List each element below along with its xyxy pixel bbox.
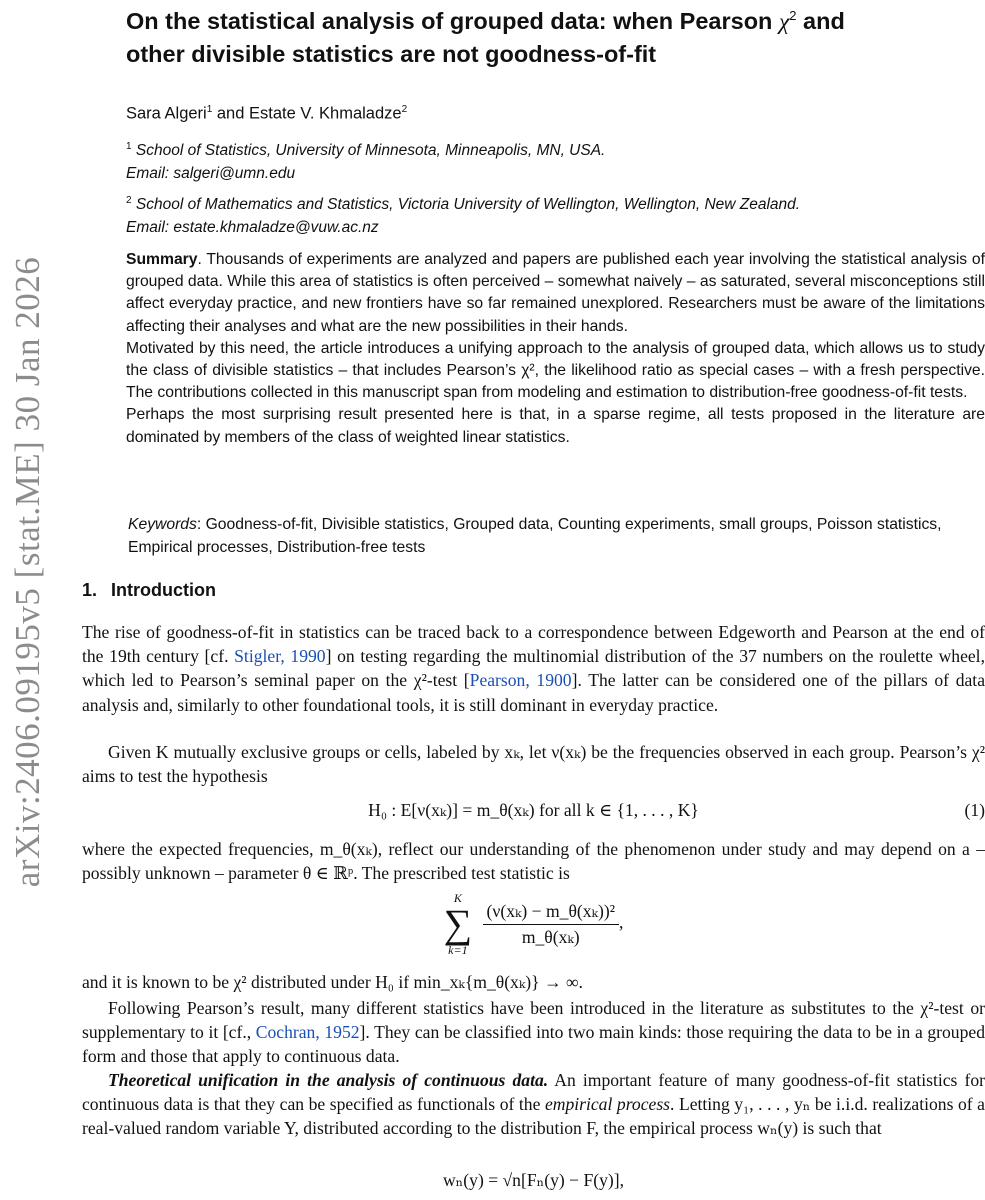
intro-paragraph-3 — [82, 837, 985, 885]
sum-upper-limit: K — [453, 891, 462, 905]
keywords — [128, 514, 958, 559]
affiliation-email[interactable]: Email: salgeri@umn.edu — [126, 165, 296, 183]
title-chi-symbol: χ — [778, 8, 790, 35]
citation-link[interactable]: Cochran, 1952 — [255, 1022, 360, 1043]
body-text: The rise of goodness-of-fit in statistics can be traced back to a correspondence between Edgeworth and Pearson at the end of the 19th century [cf. — [82, 622, 985, 667]
keywords-label: Keywords — [128, 516, 197, 533]
section-heading — [82, 580, 216, 601]
author-connector: and — [216, 104, 245, 123]
summary-abstract — [126, 249, 985, 449]
summary-label: Summary — [126, 251, 198, 268]
body-text: ] on testing regarding the multinomial distribution of the 37 numbers on the roulette wheel, which led to Pearson’s seminal paper on the χ²-test [ — [82, 646, 985, 691]
title-line2: other divisible statistics are not goodness-of-fit — [126, 40, 657, 67]
citation-link[interactable]: Stigler, 1990 — [234, 646, 326, 667]
author-name: Sara Algeri — [126, 104, 207, 123]
intro-paragraph-1 — [82, 620, 985, 717]
body-text: Following Pearson’s result, many different statistics have been introduced in the literature as substitutes to the χ²-test or supplementary to it [cf., — [82, 998, 985, 1043]
summary-paragraph: Motivated by this need, the article introduces a unifying approach to the analysis of grouped data, which allows us to study the class of divisible statistics – that includes Pearson’s χ², the likelihood ratio as special cases – with a fresh perspective. The contributions collected in this manuscript span from modeling and estimation to distribution-free goodness-of-fit tests. — [126, 339, 985, 402]
section-title: Introduction — [111, 580, 216, 600]
equation-1 — [82, 800, 985, 821]
title-chi-exponent: 2 — [789, 8, 797, 23]
fraction-denominator: m_θ(xₖ) — [521, 926, 580, 947]
affiliation — [126, 189, 800, 239]
equation-content: H₀ : E[ν(xₖ)] = m_θ(xₖ) for all k ∈ {1, . . . , K} — [368, 800, 699, 820]
equation-content: wₙ(y) = √n[Fₙ(y) − F(y)], — [442, 1170, 625, 1190]
equation-number: (1) — [964, 800, 985, 820]
author-name: Estate V. Khmaladze — [249, 104, 402, 123]
body-text: Given K mutually exclusive groups or cells, labeled by xₖ, let ν(xₖ) be the frequencies observed in each group. Pearson’s χ² aims to test the hypothesis — [82, 742, 985, 787]
body-text: An important feature of many goodness-of-fit statistics for continuous data is that they can be specified as functionals of the — [82, 1070, 985, 1115]
summary-text: . Thousands of experiments are analyzed and papers are published each year involving the statistical analysis of grouped data. While this area of statistics is often perceived – somewhat naively – as saturated, several misconceptions still affect everyday practice, and new frontiers have so far remained unexplored. Researchers must be aware of the limitations affecting their analyses and what are the new possibilities in their hands. — [126, 251, 985, 335]
affiliation — [126, 135, 605, 185]
intro-paragraph-4 — [82, 970, 985, 994]
body-text: . Letting y₁, . . . , yₙ be i.i.d. realizations of a real-valued random variable Y, distributed according to the distribution F, the empirical process wₙ(y) is such that — [82, 1094, 985, 1139]
author-list — [126, 104, 407, 124]
sum-lower-limit: k=1 — [448, 943, 468, 957]
title-line1-prefix: On the statistical analysis of grouped data: when Pearson — [126, 7, 773, 34]
title-line1-suffix: and — [803, 7, 845, 34]
author-affiliation-mark: 1 — [206, 104, 213, 115]
equation-2 — [82, 892, 985, 956]
affiliation-institution: School of Statistics, University of Minnesota, Minneapolis, MN, USA. — [135, 142, 606, 160]
arxiv-identifier-stamp — [0, 0, 56, 960]
citation-link[interactable]: Pearson, 1900 — [469, 670, 572, 691]
fraction-numerator: (ν(xₖ) − m_θ(xₖ))² — [483, 901, 619, 925]
intro-paragraph-6 — [82, 1068, 985, 1141]
summation-operator — [444, 892, 473, 956]
author-affiliation-mark: 2 — [401, 104, 408, 115]
affiliation-mark: 1 — [126, 141, 132, 152]
body-text: ]. The latter can be considered one of the pillars of data analysis and, similarly to other foundational tools, it is still dominant in everyday practice. — [82, 670, 985, 715]
section-number: 1. — [82, 580, 98, 600]
equation-trailing-punct: , — [618, 912, 624, 933]
intro-paragraph-2 — [82, 740, 985, 788]
paper-title — [126, 0, 985, 70]
emphasis-text: empirical process — [544, 1094, 671, 1115]
body-text: where the expected frequencies, m_θ(xₖ), reflect our understanding of the phenomenon under study and may depend on a – possibly unknown – parameter θ ∈ ℝᵖ. The prescribed test statistic is — [82, 839, 985, 884]
keywords-text: : Goodness-of-fit, Divisible statistics, Grouped data, Counting experiments, small groups, Poisson statistics, Empirical processes, Distribution-free tests — [128, 516, 942, 556]
body-text: and it is known to be χ² distributed under H₀ if min_xₖ{m_θ(xₖ)} → ∞. — [82, 972, 583, 992]
affiliation-institution: School of Mathematics and Statistics, Victoria University of Wellington, Wellington, New Zealand. — [135, 196, 801, 214]
body-text: ]. They can be classified into two main kinds: those requiring the data to be in a grouped form and those that apply to continuous data. — [82, 1022, 985, 1067]
paragraph-run-in-heading: Theoretical unification in the analysis of continuous data. — [108, 1070, 549, 1090]
fraction — [483, 901, 619, 948]
arxiv-stamp-text: arXiv:2406.09195v5 [stat.ME] 30 Jan 2026 — [8, 256, 47, 888]
equation-3 — [82, 1170, 985, 1191]
summary-paragraph — [126, 249, 985, 338]
sum-sign: ∑ — [443, 901, 473, 946]
intro-paragraph-5 — [82, 996, 985, 1069]
affiliation-email[interactable]: Email: estate.khmaladze@vuw.ac.nz — [126, 219, 379, 237]
affiliation-mark: 2 — [126, 195, 132, 206]
summary-paragraph: Perhaps the most surprising result presented here is that, in a sparse regime, all tests proposed in the literature are dominated by members of the class of weighted linear statistics. — [126, 406, 985, 446]
